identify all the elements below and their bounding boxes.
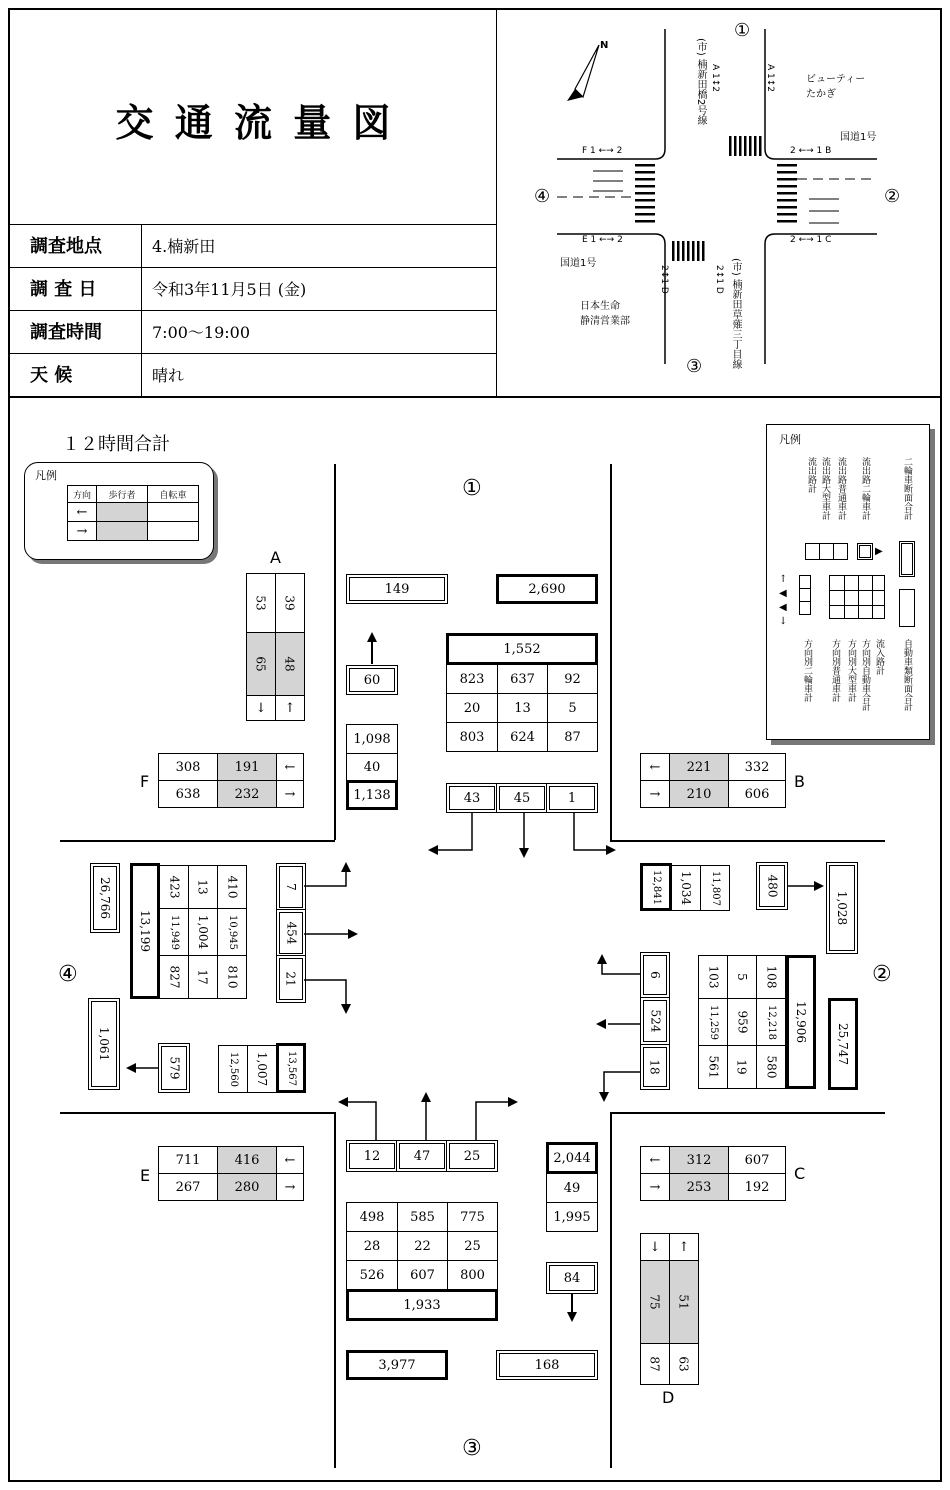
west-dir: 454: [276, 909, 306, 957]
ped-b-cell: 210: [669, 780, 729, 808]
legend-big-title: 凡例: [779, 433, 801, 446]
ped-d-cell: 75: [640, 1260, 670, 1344]
ped-d-cell: 63: [669, 1343, 699, 1385]
east-dir: 6: [640, 952, 670, 998]
legend-top-4: 流出路二輪車計: [860, 457, 870, 520]
north-cell: 92: [547, 664, 598, 694]
ped-b-cell: 606: [728, 780, 786, 808]
west-dir: 7: [276, 863, 306, 911]
north-out-v2: 40: [346, 753, 398, 781]
ped-d-cell: ↓: [640, 1233, 670, 1261]
north-cell: 13: [497, 693, 548, 723]
info-row-time: [8, 310, 496, 353]
ped-e-cell: 280: [217, 1173, 277, 1201]
west-moto: 1,061: [88, 998, 120, 1090]
east-out: 11,807: [700, 865, 730, 911]
legend-big: [766, 424, 930, 740]
east-cell: 12,218: [756, 998, 786, 1046]
info-row-date: [8, 267, 496, 310]
legend-box: [799, 588, 811, 602]
ped-f-cell: ←: [276, 753, 304, 781]
west-cell: 13: [188, 865, 218, 909]
ped-c-cell: 253: [669, 1173, 729, 1201]
road-edge: [610, 464, 612, 840]
west-cell: 1,004: [188, 908, 218, 956]
map-north-label: N: [600, 40, 609, 51]
map-branch-3: ③: [686, 356, 703, 377]
east-in-total: 12,906: [786, 955, 816, 1089]
map-cityroad-south: (市) 楠新田草薙三丁目線: [730, 258, 741, 369]
legend-r2-bike: [147, 521, 199, 541]
legend-r1-bike: [147, 502, 199, 522]
info-label: 調 査 日: [8, 268, 142, 311]
branch-2-label: ②: [872, 962, 892, 987]
north-cell: 87: [547, 722, 598, 752]
ped-e-cell: 711: [158, 1146, 218, 1174]
west-cell: 17: [188, 955, 218, 999]
info-value: 7:00〜19:00: [152, 323, 251, 342]
south-moto-arrow-icon: [567, 1294, 577, 1322]
branch-1-label: ①: [462, 476, 482, 501]
road-edge: [610, 840, 885, 842]
west-out: 12,560: [218, 1045, 248, 1093]
legend-box: [899, 589, 915, 627]
east-out: 1,034: [671, 865, 701, 911]
east-total: 25,747: [828, 998, 858, 1090]
info-value: 4.楠新田: [152, 237, 216, 256]
east-dir: 524: [640, 997, 670, 1045]
south-cell: 22: [397, 1231, 448, 1261]
west-dir: 21: [276, 955, 306, 1003]
info-table: [8, 224, 496, 396]
map-branch-4: ④: [534, 186, 551, 207]
west-cell: 410: [217, 865, 247, 909]
east-cell: 561: [698, 1045, 728, 1089]
road-edge: [334, 464, 336, 840]
legend-box: [799, 575, 811, 589]
branch-4-label: ④: [58, 962, 78, 987]
north-total: 2,690: [496, 574, 598, 604]
crossing-f-label: F: [140, 772, 150, 791]
east-moto-out: 480: [756, 862, 788, 910]
map-cross-c: 2 ←→ 1 C: [790, 235, 832, 245]
map-branch-1: ①: [734, 20, 751, 41]
legend-box: [899, 541, 915, 577]
map-cross-a-right: A 1↕2: [765, 64, 775, 93]
north-cell: 624: [497, 722, 548, 752]
legend-top-5: 二輪車断面合計: [902, 457, 912, 520]
ped-c-cell: 312: [669, 1146, 729, 1174]
ped-e-cell: →: [276, 1173, 304, 1201]
legend-box: [857, 543, 873, 560]
west-cell: 423: [159, 865, 189, 909]
north-out-v3: 1,138: [346, 780, 398, 810]
north-in-total: 1,552: [446, 633, 598, 665]
ped-f-cell: 308: [158, 753, 218, 781]
ped-a-cell: 48: [275, 632, 305, 696]
ped-c-cell: 192: [728, 1173, 786, 1201]
crossing-d-label: D: [662, 1388, 675, 1407]
ped-b-cell: →: [640, 780, 670, 808]
header-divider: [8, 396, 942, 398]
ped-e-cell: ←: [276, 1146, 304, 1174]
east-out-total: 12,841: [640, 863, 672, 911]
ped-e-cell: 267: [158, 1173, 218, 1201]
ped-a-cell: 39: [275, 573, 305, 633]
ped-f-cell: 232: [217, 780, 277, 808]
map-route1b-label: 国道1号: [560, 258, 597, 269]
legend-r2: →: [67, 521, 97, 541]
ped-b-cell: 332: [728, 753, 786, 781]
ped-c-cell: 607: [728, 1146, 786, 1174]
crossing-a-label: A: [270, 548, 281, 567]
legend-top-3: 流出路普通車計: [836, 457, 846, 520]
legend-h-bicycle: 自転車: [147, 485, 199, 503]
legend-bot-5: 流入路計: [874, 639, 884, 675]
east-cell: 103: [698, 955, 728, 999]
west-dir-arrows-icon: [304, 858, 364, 1018]
map-cross-a-left: A 1↕2: [710, 64, 720, 93]
info-row-weather: [8, 353, 496, 396]
south-moto-in: 84: [546, 1262, 598, 1294]
ped-e-cell: 416: [217, 1146, 277, 1174]
north-dir: 45: [496, 783, 548, 813]
legend-h-pedestrian: 歩行者: [96, 485, 148, 503]
south-cell: 775: [447, 1202, 498, 1232]
north-moto-out: 149: [346, 574, 448, 604]
north-dir: 1: [546, 783, 598, 813]
crossing-b-label: B: [794, 772, 805, 791]
crossing-c-label: C: [794, 1164, 806, 1183]
map-cross-f: F 1 ←→ 2: [582, 146, 623, 156]
east-cell: 19: [727, 1045, 757, 1089]
west-in-total: 13,199: [130, 863, 160, 999]
legend-arrows-icon: ↑ ◀ ◀ ↓: [779, 574, 788, 627]
ped-d-cell: 51: [669, 1260, 699, 1344]
legend-r1: ←: [67, 502, 97, 522]
south-cell: 607: [397, 1260, 448, 1290]
east-cell: 5: [727, 955, 757, 999]
branch-3-label: ③: [462, 1436, 482, 1461]
south-cell: 28: [346, 1231, 398, 1261]
ped-f-cell: →: [276, 780, 304, 808]
legend-bot-6: 自動車類断面合計: [902, 639, 912, 711]
info-label: 調査時間: [8, 311, 142, 354]
south-dir: 47: [396, 1140, 448, 1172]
north-moto-in: 60: [346, 665, 398, 695]
west-out-total: 13,567: [276, 1043, 306, 1093]
legend-top-2: 流出路大型車計: [820, 457, 830, 520]
east-moto: 1,028: [826, 862, 858, 954]
north-cell: 5: [547, 693, 598, 723]
east-cell: 959: [727, 998, 757, 1046]
west-out: 1,007: [247, 1045, 277, 1093]
legend-r2-ped: [96, 521, 148, 541]
map-shop-label: ビューティー たかぎ: [806, 74, 866, 100]
south-cell: 585: [397, 1202, 448, 1232]
south-cell: 25: [447, 1231, 498, 1261]
north-dir: 43: [446, 783, 498, 813]
west-moto-arrow-icon: [126, 1062, 162, 1074]
legend-box: [833, 543, 848, 560]
map-branch-2: ②: [884, 186, 901, 207]
ped-a-cell: ↑: [275, 695, 305, 721]
map-cross-b: 2 ←→ 1 B: [790, 146, 832, 156]
east-dir: 18: [640, 1044, 670, 1090]
road-edge: [610, 1112, 612, 1468]
south-total: 3,977: [346, 1350, 448, 1380]
south-dir-arrows-icon: [332, 1088, 532, 1142]
diagram-subtitle: １２時間合計: [62, 434, 170, 455]
ped-c-cell: ←: [640, 1146, 670, 1174]
ped-c-cell: →: [640, 1173, 670, 1201]
south-out-v1: 2,044: [546, 1142, 598, 1174]
legend-bot-1: 方向別二輪車計: [802, 639, 812, 702]
south-out-v2: 49: [546, 1173, 598, 1203]
road-edge: [60, 1112, 335, 1114]
south-cell: 498: [346, 1202, 398, 1232]
legend-box: [799, 601, 811, 615]
legend-arrow-icon: ▶: [875, 546, 883, 557]
ped-d-cell: ↑: [669, 1233, 699, 1261]
crossing-e-label: E: [140, 1166, 151, 1185]
info-value: 晴れ: [152, 366, 185, 385]
info-row-location: [8, 224, 496, 267]
west-total: 26,766: [90, 863, 120, 933]
north-cell: 823: [446, 664, 498, 694]
info-label: 調査地点: [8, 225, 142, 268]
legend-h-direction: 方向: [67, 485, 97, 503]
legend-bot-4: 方向別自動車合計: [860, 639, 870, 711]
map-cross-d-left: 2↕1 D: [659, 265, 669, 294]
north-cell: 637: [497, 664, 548, 694]
road-edge: [610, 1112, 885, 1114]
south-dir: 12: [346, 1140, 398, 1172]
ped-d-cell: 87: [640, 1343, 670, 1385]
page-title: 交 通 流 量 図: [115, 101, 395, 145]
west-cell: 810: [217, 955, 247, 999]
ped-a-cell: ↓: [246, 695, 276, 721]
ped-f-cell: 638: [158, 780, 218, 808]
info-value: 令和3年11月5日 (金): [152, 280, 307, 299]
north-cell: 803: [446, 722, 498, 752]
ped-f-cell: 191: [217, 753, 277, 781]
south-in-total: 1,933: [346, 1289, 498, 1321]
legend-grid: [829, 575, 885, 619]
east-cell: 11,259: [698, 998, 728, 1046]
legend-r1-ped: [96, 502, 148, 522]
legend-bot-2: 方向別普通車計: [830, 639, 840, 702]
legend-box: [805, 543, 820, 560]
east-moto-arrow-icon: [788, 880, 824, 892]
north-out-v1: 1,098: [346, 724, 398, 754]
east-dir-arrows-icon: [588, 950, 642, 1110]
legend-small-title: 凡例: [35, 469, 57, 482]
legend-top-1: 流出路計: [806, 457, 816, 493]
legend-bot-3: 方向別大型車計: [846, 639, 856, 702]
ped-a-cell: 53: [246, 573, 276, 633]
road-edge: [334, 1112, 336, 1468]
west-cell: 11,949: [159, 908, 189, 956]
map-cross-d-right: 2↕1 D: [714, 265, 724, 294]
road-edge: [60, 840, 335, 842]
info-label: 天 候: [8, 354, 142, 397]
map-cross-e: E 1 ←→ 2: [582, 235, 623, 245]
south-moto-out: 168: [496, 1350, 598, 1380]
south-cell: 526: [346, 1260, 398, 1290]
map-cityroad-north: (市) 楠新田橋2号線: [695, 38, 706, 126]
north-dir-arrows-icon: [420, 812, 620, 862]
east-cell: 108: [756, 955, 786, 999]
west-cell: 10,945: [217, 908, 247, 956]
legend-small: [24, 462, 214, 560]
ped-b-cell: ←: [640, 753, 670, 781]
west-cell: 827: [159, 955, 189, 999]
south-cell: 800: [447, 1260, 498, 1290]
south-out-v3: 1,995: [546, 1202, 598, 1232]
ped-a-cell: 65: [246, 632, 276, 696]
map-route1-label: 国道1号: [840, 132, 877, 143]
north-moto-arrow-icon: [367, 632, 377, 664]
east-cell: 580: [756, 1045, 786, 1089]
ped-b-cell: 221: [669, 753, 729, 781]
north-cell: 20: [446, 693, 498, 723]
legend-box: [819, 543, 834, 560]
map-company-label: 日本生命 静清営業部: [580, 301, 630, 327]
north-arrow-icon: [575, 45, 599, 97]
south-dir: 25: [446, 1140, 498, 1172]
west-moto-in: 579: [158, 1043, 190, 1093]
